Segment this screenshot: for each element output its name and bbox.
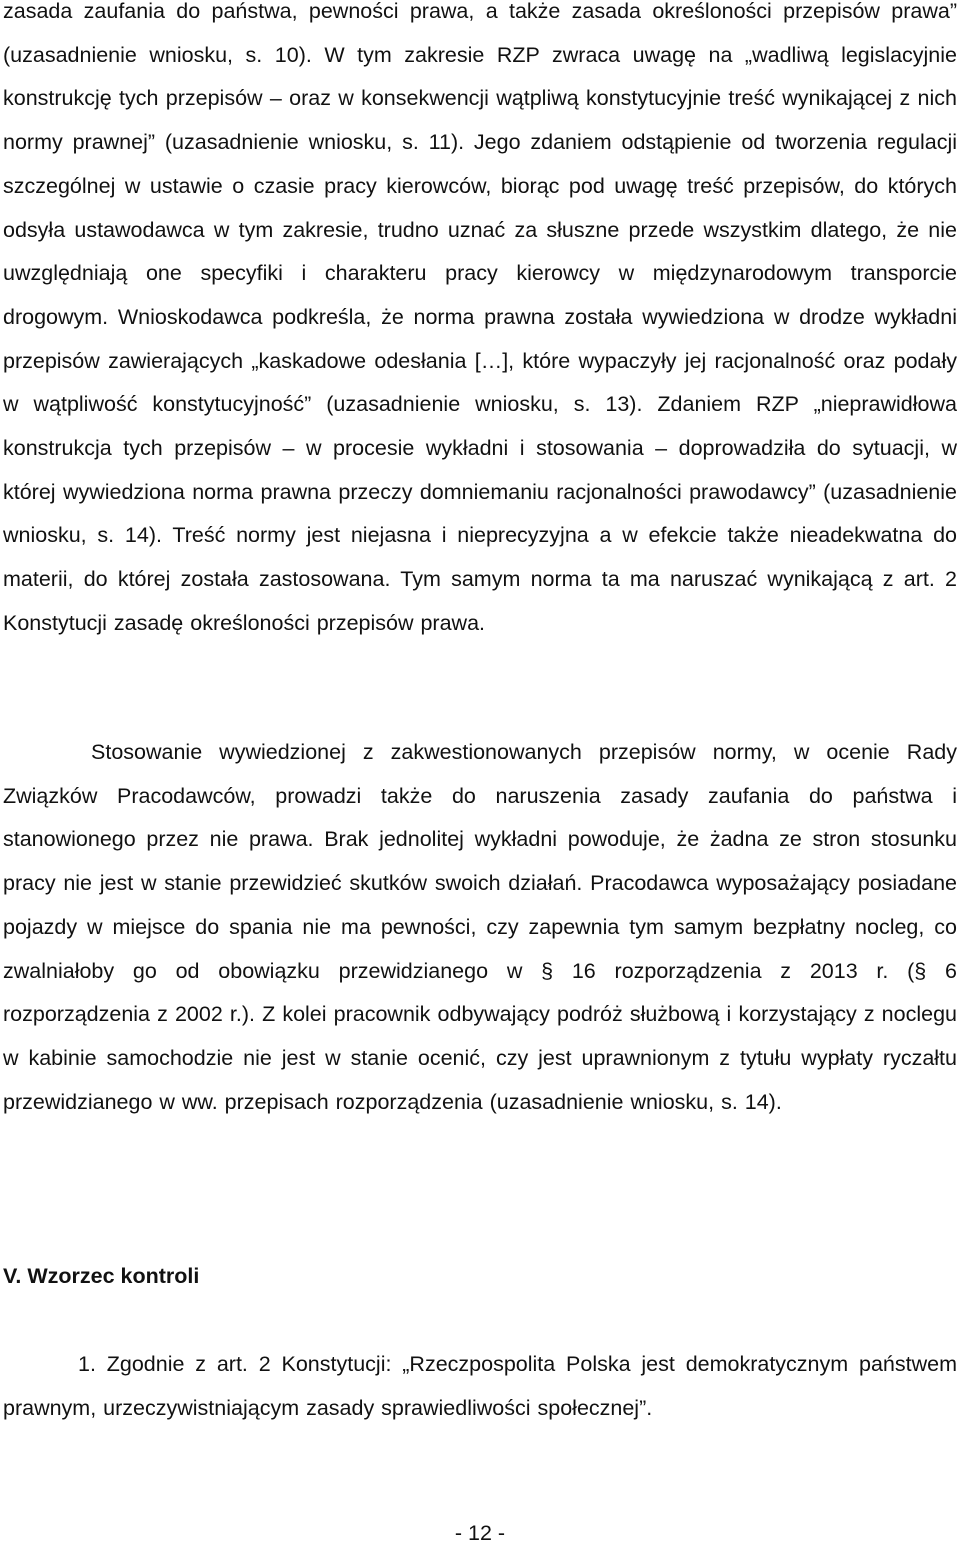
body-paragraph-2: Stosowanie wywiedzionej z zakwestionowanych przepisów normy, w ocenie Rady Związków Pracodawców, prowadzi także do naruszenia zasady zaufania do państwa i stanowionego przez nie prawa. Brak jednolitej wykładni powoduje, że żadna ze stron stosunku pracy nie jest w stanie przewidzieć skutków swoich działań. Pracodawca wyposażający posiadane pojazdy w miejsce do spania nie ma pewności, czy zapewnia tym samym bezpłatny nocleg, co zwalniałoby go od obowiązku przewidzianego w § 16 rozporządzenia z 2013 r. (§ 6 rozporządzenia z 2002 r.). Z kolei pracownik odbywający podróż służbową i korzystający z noclegu w kabinie samochodzie nie jest w stanie ocenić, czy jest uprawnionym z tytułu wypłaty ryczałtu przewidzianego w ww. przepisach rozporządzenia (uzasadnienie wniosku, s. 14).: [3, 740, 957, 1114]
document-page: [3, 0, 957, 1543]
list-item-1: 1. Zgodnie z art. 2 Konstytucji: „Rzeczpospolita Polska jest demokratycznym państwem prawnym, urzeczywistniającym zasady sprawiedliwości społecznej”.: [3, 1352, 957, 1420]
section-heading: V. Wzorzec kontroli: [3, 1264, 200, 1288]
page-number: - 12 -: [454, 1521, 506, 1545]
body-paragraph-1: zasada zaufania do państwa, pewności prawa, a także zasada określoności przepisów prawa” (uzasadnienie wniosku, s. 10). W tym zakresie RZP zwraca uwagę na „wadliwą legislacyjnie konstrukcję tych przepisów – oraz w konsekwencji wątpliwą konstytucyjnie treść wynikającej z nich normy prawnej” (uzasadnienie wniosku, s. 11). Jego zdaniem odstąpienie od tworzenia regulacji szczególnej w ustawie o czasie pracy kierowców, biorąc pod uwagę treść przepisów, do których odsyła ustawodawca w tym zakresie, trudno uznać za słuszne przede wszystkim dlatego, że nie uwzględniają one specyfiki i charakteru pracy kierowcy w międzynarodowym transporcie drogowym. Wnioskodawca podkreśla, że norma prawna została wywiedziona w drodze wykładni przepisów zawierających „kaskadowe odesłania […], które wypaczyły jej racjonalność oraz podały w wątpliwość konstytucyjność” (uzasadnienie wniosku, s. 13). Zdaniem RZP „nieprawidłowa konstrukcja tych przepisów – w procesie wykładni i stosowania – doprowadziła do sytuacji, w której wywiedziona norma prawna przeczy domniemaniu racjonalności prawodawcy” (uzasadnienie wniosku, s. 14). Treść normy jest niejasna i nieprecyzyjna a w efekcie także nieadekwatna do materii, do której została zastosowana. Tym samym norma ta ma naruszać wynikającą z art. 2 Konstytucji zasadę określoności przepisów prawa.: [3, 0, 957, 635]
